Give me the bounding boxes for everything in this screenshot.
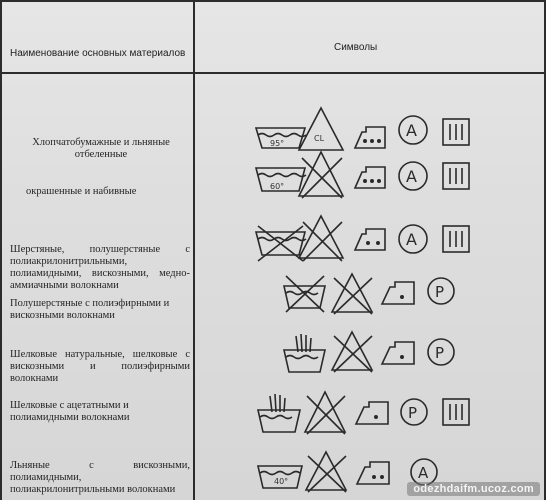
row6-drycleaning-letter: P bbox=[408, 404, 418, 422]
row6-handwash-icon bbox=[258, 394, 300, 432]
row7-drycleaning-letter: A bbox=[418, 464, 429, 482]
row-label-silk-acetate: Шелковые с ацетатными и полиамидными волокнами bbox=[10, 400, 130, 423]
row1-bleach-label: CL bbox=[314, 134, 325, 143]
row-label-silk-natural: Шелковые натуральные, шелковые с вискозными и полиэфирными волокнами bbox=[10, 349, 190, 384]
row1-bleach-icon bbox=[299, 108, 343, 150]
row-label-cotton-bleached: Хлопчатобумажные и льняные отбеленные bbox=[32, 137, 170, 160]
row-label-dyed-printed: окрашенные и набивные bbox=[26, 186, 137, 197]
row7-iron-icon bbox=[357, 462, 389, 484]
watermark: odezhdaifm.ucoz.com bbox=[407, 482, 540, 496]
row2-drum-icon bbox=[443, 163, 469, 189]
row4-iron-icon bbox=[382, 282, 414, 304]
header-materials: Наименование основных материалов bbox=[10, 48, 186, 59]
row2-drycleaning-letter: A bbox=[406, 167, 417, 186]
row1-drycleaning-letter: A bbox=[406, 121, 417, 140]
header-symbols: Символы bbox=[334, 42, 378, 53]
row-label-wool: Шерстяные, полушерстяные с полиакрилонитрильными, полиамидными, вискозными, медно-аммиачными волокнами bbox=[10, 244, 190, 291]
row3-wash-crossed-icon bbox=[256, 226, 306, 261]
row5-handwash-icon bbox=[284, 334, 325, 372]
row6-iron-icon bbox=[356, 402, 388, 424]
row4-drycleaning-letter: P bbox=[435, 283, 445, 301]
row1-wash-temp: 95° bbox=[270, 139, 285, 148]
row6-bleach-crossed-icon bbox=[305, 392, 345, 434]
row6-drum-icon bbox=[443, 399, 469, 425]
row-label-linen-viscose: Льняные с вискозными, полиамидными, полиакрилонитрильными волокнами bbox=[10, 460, 190, 495]
row3-drycleaning-letter: A bbox=[406, 230, 417, 249]
row2-wash-temp: 60° bbox=[270, 182, 285, 191]
row3-iron-icon bbox=[355, 229, 385, 250]
row1-iron-icon bbox=[355, 127, 385, 148]
row7-bleach-crossed-icon bbox=[306, 452, 346, 492]
row4-wash-icon bbox=[284, 276, 325, 312]
row7-wash-temp: 40° bbox=[274, 477, 289, 486]
row5-bleach-crossed-icon bbox=[332, 332, 372, 372]
row1-drum-icon bbox=[443, 119, 469, 145]
row-label-semi-wool: Полушерстяные с полиэфирными и вискозными волокнами bbox=[10, 298, 170, 321]
row2-iron-icon bbox=[355, 167, 385, 188]
row3-drum-icon bbox=[443, 226, 469, 252]
row5-drycleaning-letter: P bbox=[435, 344, 445, 362]
row5-iron-icon bbox=[382, 342, 414, 364]
row4-bleach-crossed-icon bbox=[332, 274, 372, 314]
